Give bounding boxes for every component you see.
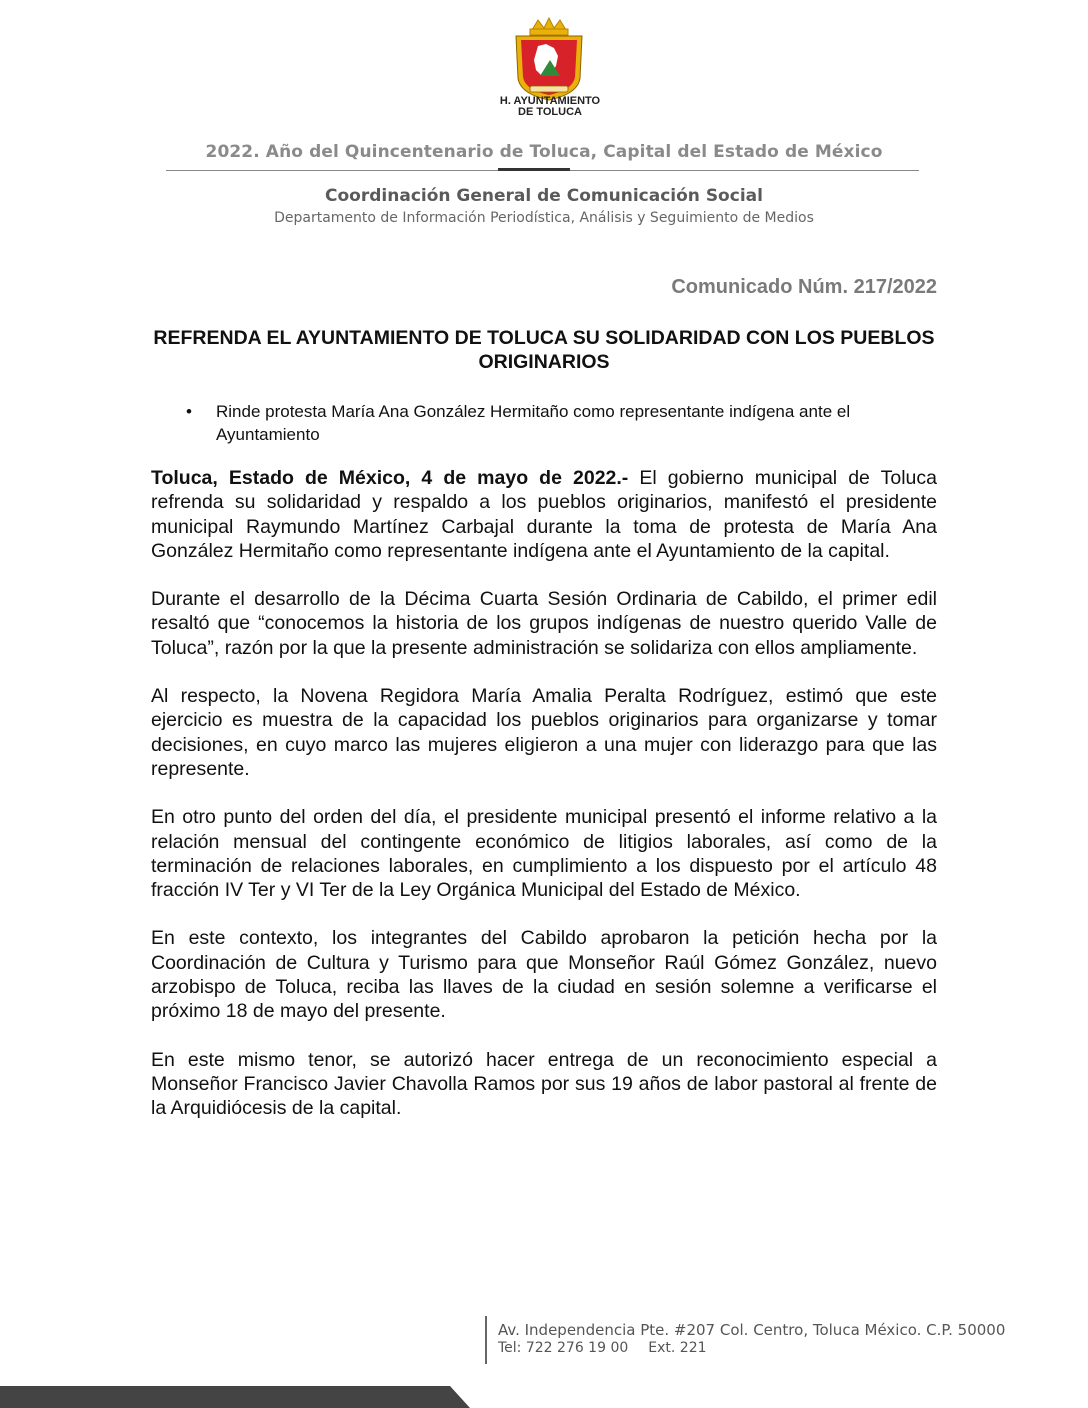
dateline: Toluca, Estado de México, 4 de mayo de 2022.- [151, 467, 629, 489]
paragraph: En otro punto del orden del día, el presidente municipal presentó el informe relativo a la relación mensual del contingente económico de litigios laborales, así como de la terminación de relaciones laborales, en cumplimiento a los dispuesto por el artículo 48 fracción IV Ter y VI Ter de la Ley Orgánica Municipal del Estado de México. [151, 806, 937, 902]
bullet-text: Rinde protesta María Ana González Hermitaño como representante indígena ante el Ayuntamiento [216, 402, 851, 444]
header-divider-accent [498, 168, 570, 171]
logo-caption [470, 96, 630, 118]
paragraph: En este mismo tenor, se autorizó hacer entrega de un reconocimiento especial a Monseñor Francisco Javier Chavolla Ramos por sus 19 años de labor pastoral al frente de la Arquidiócesis de la capital. [151, 1048, 937, 1120]
article-body [151, 466, 937, 1145]
footer-ext: Ext. 221 [648, 1340, 707, 1356]
footer-divider [485, 1316, 487, 1364]
paragraph: En este contexto, los integrantes del Cabildo aprobaron la petición hecha por la Coordinación de Cultura y Turismo para que Monseñor Raúl Gómez González, nuevo arzobispo de Toluca, reciba las llaves de la ciudad en sesión solemne a verificarse el próximo 18 de mayo del presente. [151, 927, 937, 1023]
logo-caption-line2: DE TOLUCA [518, 106, 582, 118]
footer-tel: Tel: 722 276 19 00 [498, 1340, 629, 1356]
footer-address: Av. Independencia Pte. #207 Col. Centro, Toluca México. C.P. 50000 [498, 1321, 1006, 1339]
bullet-dot-icon: • [186, 402, 192, 421]
release-number: Comunicado Núm. 217/2022 [671, 276, 937, 298]
paragraph: Al respecto, la Novena Regidora María Amalia Peralta Rodríguez, estimó que este ejercicio es muestra de la capacidad los pueblos originarios para organizarse y tomar decisiones, en cuyo marco las mujeres eligieron a una mujer con liderazgo para que las represente. [151, 685, 937, 780]
headline: REFRENDA EL AYUNTAMIENTO DE TOLUCA SU SOLIDARIDAD CON LOS PUEBLOS ORIGINARIOS [153, 327, 935, 373]
department-title: Departamento de Información Periodística, Análisis y Seguimiento de Medios [274, 210, 814, 226]
paragraph-text: El gobierno municipal de Toluca refrenda su solidaridad y respaldo a los pueblos originarios, manifestó el presidente municipal Raymundo Martínez Carbajal durante la toma de protesta de María Ana González Hermitaño como representante indígena ante el Ayuntamiento de la capital. [151, 467, 937, 562]
paragraph [151, 466, 937, 563]
coordination-title: Coordinación General de Comunicación Social [325, 186, 763, 206]
footer-phone [498, 1340, 707, 1356]
logo-caption-line1: H. AYUNTAMIENTO [499, 95, 601, 107]
footer-bar [0, 1386, 470, 1408]
paragraph: Durante el desarrollo de la Décima Cuarta Sesión Ordinaria de Cabildo, el primer edil resaltó que “conocemos la historia de los grupos indígenas de nuestro querido Valle de Toluca”, razón por la que la presente administración se solidariza con ellos ampliamente. [151, 588, 937, 659]
year-title: 2022. Año del Quincentenario de Toluca, Capital del Estado de México [205, 142, 883, 162]
